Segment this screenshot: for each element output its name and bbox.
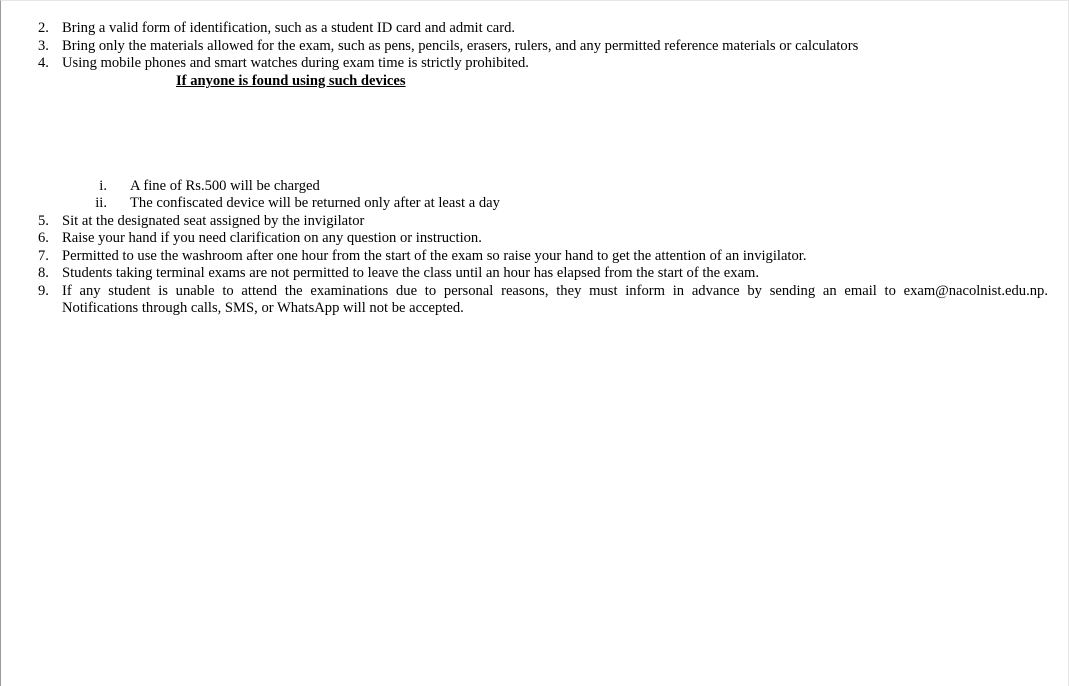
list-item-number: 9. [38,283,49,299]
list-item-number: 6. [38,230,49,246]
penalty-text: The confiscated device will be returned only after at least a day [130,195,500,211]
list-item-number: 4. [38,55,49,71]
penalty-number: ii. [95,195,107,211]
list-item-text: Notifications through calls, SMS, or WhatsApp will not be accepted. [62,300,464,316]
list-item-number: 3. [38,38,49,54]
list-item-text: Permitted to use the washroom after one hour from the start of the exam so raise your hand to get the attention of an invigilator. [62,248,807,264]
list-item-text: Bring a valid form of identification, such as a student ID card and admit card. [62,20,516,36]
penalty-number: i. [99,178,107,194]
list-item-number: 5. [38,213,49,229]
list-item-text: Students taking terminal exams are not permitted to leave the class until an hour has elapsed from the start of the exam. [62,265,760,281]
list-item-text: Raise your hand if you need clarification on any question or instruction. [62,230,482,246]
devices-heading: If anyone is found using such devices [176,73,406,89]
list-item-text: Using mobile phones and smart watches during exam time is strictly prohibited. [62,55,529,71]
list-item-text: Bring only the materials allowed for the exam, such as pens, pencils, erasers, rulers, and any permitted reference materials or calculators [62,38,859,54]
list-item-text: Sit at the designated seat assigned by the invigilator [62,213,365,229]
list-item-number: 7. [38,248,49,264]
list-item-text: If any student is unable to attend the examinations due to personal reasons, they must inform in advance by sending an email to exam@nacolnist.edu.np. [62,283,1048,299]
penalty-text: A fine of Rs.500 will be charged [130,178,320,194]
list-item-number: 2. [38,20,49,36]
list-item-number: 8. [38,265,49,281]
